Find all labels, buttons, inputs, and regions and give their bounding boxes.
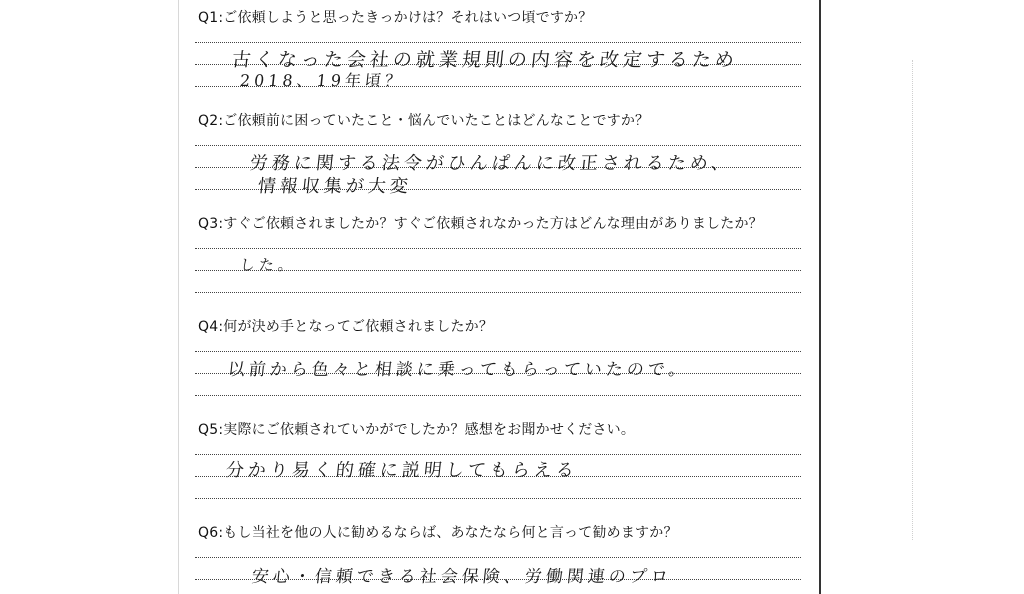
page-edge-left xyxy=(178,0,179,594)
question-q2: Q2:ご依頼前に困っていたこと・悩んでいたことはどんなことですか？ xyxy=(198,113,650,129)
answer-rule xyxy=(195,498,801,499)
answer-rule xyxy=(195,395,801,396)
question-q5: Q5:実際にご依頼されていかがでしたか？感想をお聞かせください。 xyxy=(198,422,636,438)
page-edge-faint xyxy=(912,60,914,540)
handwritten-answer-q5: 分かり易く的確に説明してもらえる xyxy=(224,460,579,481)
answer-rule xyxy=(195,145,801,146)
handwritten-answer-q3: した。 xyxy=(239,256,298,274)
answer-rule xyxy=(195,557,801,558)
answer-rule xyxy=(195,248,801,249)
question-q4: Q4:何が決め手となってご依頼されましたか？ xyxy=(198,319,494,335)
answer-rule xyxy=(195,42,801,43)
handwritten-answer-q1-line1: 古くなった会社の就業規則の内容を改定するため xyxy=(230,49,740,71)
form-border-right xyxy=(819,0,821,594)
question-q3: Q3:すぐご依頼されましたか？すぐご依頼されなかった方はどんな理由がありましたか？ xyxy=(198,216,763,232)
handwritten-answer-q2-line2: 情報収集が大変 xyxy=(256,176,413,197)
question-q6: Q6:もし当社を他の人に勧めるならば、あなたなら何と言って勧めますか？ xyxy=(198,525,678,541)
answer-rule xyxy=(195,454,801,455)
handwritten-answer-q2-line1: 労務に関する法令がひんぱんに改正されるため、 xyxy=(248,153,735,174)
handwritten-answer-q1-line2: 2018、19年頃？ xyxy=(238,71,406,90)
question-q1: Q1:ご依頼しようと思ったきっかけは？それはいつ頃ですか？ xyxy=(198,10,593,26)
handwritten-answer-q4: 以前から色々と相談に乗ってもらっていたので。 xyxy=(226,360,691,380)
handwritten-answer-q6: 安心・信頼できる社会保険、労働関連のプロ xyxy=(250,567,673,587)
answer-rule xyxy=(195,351,801,352)
answer-rule xyxy=(195,292,801,293)
